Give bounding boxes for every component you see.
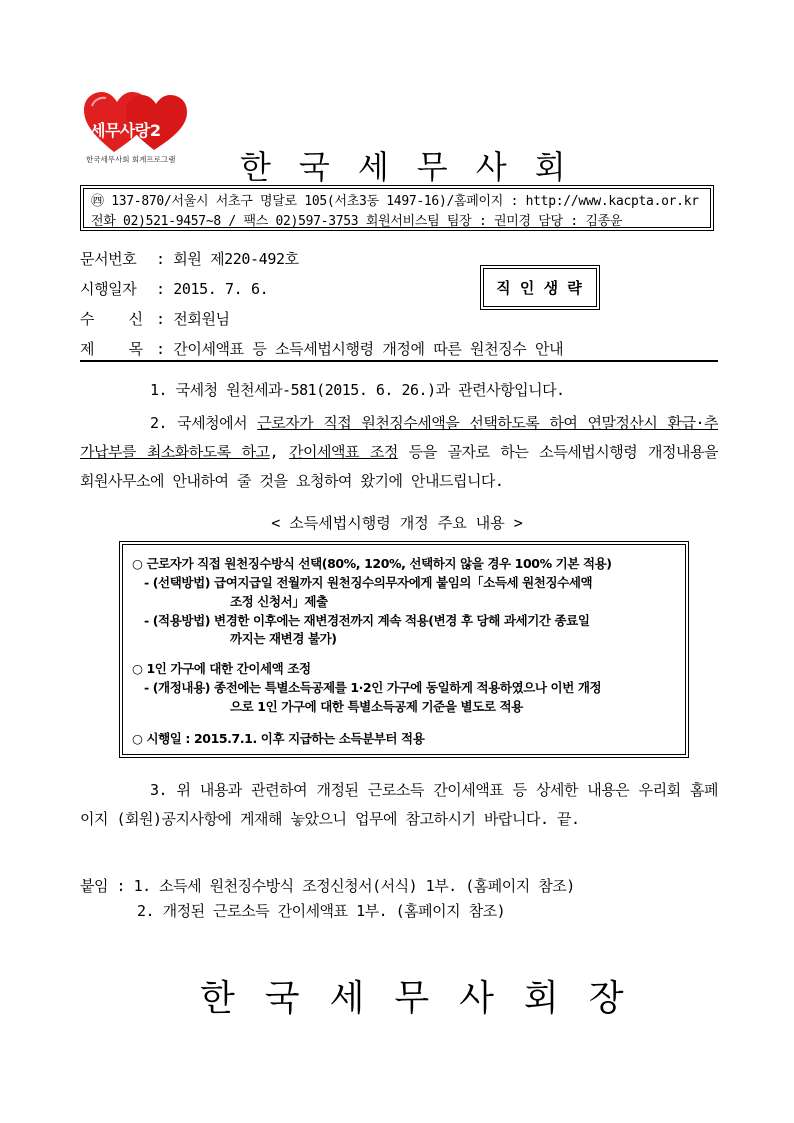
attachment-1: 붙임 : 1. 소득세 원천징수방식 조정신청서(서식) 1부. (홈페이지 참조) — [80, 877, 575, 895]
summary-item: ○ 시행일 : 2015.7.1. 이후 지급하는 소득분부터 적용 — [132, 731, 425, 746]
summary-title: < 소득세법시행령 개정 주요 내용 > — [271, 514, 523, 532]
p2-underline: 근로자가 직접 원천징수세액을 선택하도록 하여 연말정산시 환급·추가납부를 최소화하도록 하고 — [80, 414, 718, 461]
title-char: 한 — [240, 148, 271, 186]
signature-char: 장 — [588, 978, 624, 1019]
address-line: ㊃ 137-870/서울시 서초구 명달로 105(서초3동 1497-16)/홈페이지 : http://www.kacpta.or.kr — [91, 194, 699, 209]
doc-recipient-label: 수 신 — [80, 310, 143, 328]
doc-date — [80, 278, 268, 299]
summary-item: ○ 1인 가구에 대한 간이세액 조정 — [132, 661, 311, 676]
signature-char: 사 — [459, 978, 494, 1019]
title-char: 세 — [357, 148, 389, 186]
doc-date-label: 시행일자 — [80, 280, 137, 298]
doc-date-value: : 2015. 7. 6. — [156, 280, 269, 298]
p2-underline: 간이세액표 조정 — [289, 443, 398, 461]
summary-item: ○ 근로자가 직접 원천징수방식 선택(80%, 120%, 선택하지 않을 경우 100% 기본 적용) — [132, 556, 612, 571]
doc-number — [80, 248, 299, 269]
title-char: 무 — [416, 148, 448, 186]
logo-subtitle: 한국세무사회 회계프로그램 — [86, 155, 176, 164]
paragraph-3: 3. 위 내용과 관련하여 개정된 근로소득 간이세액표 등 상세한 내용은 우리회 홈페이지 (회원)공지사항에 게재해 놓았으니 업무에 참고하시기 바랍니다. 끝. — [80, 781, 718, 828]
doc-number-label: 문서번호 — [80, 250, 137, 268]
seal-omitted-box: 직 인 생 략 — [480, 265, 600, 310]
address-box — [80, 185, 714, 231]
logo-text: 세무사랑2 — [90, 121, 161, 140]
p2-text: 등을 골자로 하는 소득세법시행령 개정내용을 회원사무소에 안내하여 줄 것을 요청하여 왔기에 안내드립니다. — [80, 443, 719, 490]
contact-line: 전화 02)521-9457~8 / 팩스 02)597-3753 회원서비스팀 팀장 : 권미경 담당 : 김종윤 — [91, 214, 623, 229]
attachment-2: 2. 개정된 근로소득 간이세액표 1부. (홈페이지 참조) — [137, 902, 506, 920]
title-char: 사 — [475, 148, 507, 186]
logo — [80, 92, 200, 172]
title-char: 국 — [298, 148, 330, 186]
summary-box — [119, 541, 689, 758]
signature-char: 세 — [329, 978, 365, 1019]
summary-subitem-cont: 까지는 재변경 불가) — [230, 631, 337, 646]
signature-char: 국 — [264, 978, 300, 1019]
paragraph-2 — [80, 409, 718, 496]
page-title — [240, 142, 566, 188]
signature-char: 회 — [523, 978, 559, 1019]
signature-char: 무 — [394, 978, 430, 1019]
title-char: 회 — [534, 148, 566, 186]
doc-subject-label: 제 목 — [80, 340, 143, 358]
doc-subject — [80, 338, 563, 359]
paragraph-1: 1. 국세청 원천세과-581(2015. 6. 26.)과 관련사항입니다. — [150, 381, 565, 399]
signature-title — [200, 970, 653, 1021]
summary-subitem: - (적용방법) 변경한 이후에는 재변경전까지 계속 적용(변경 후 당해 과세기간 종료일 — [144, 613, 590, 628]
p2-text: , — [269, 443, 290, 461]
summary-subitem-cont: 조정 신청서」제출 — [230, 594, 328, 609]
divider — [80, 360, 718, 362]
summary-subitem: - (개정내용) 종전에는 특별소득공제를 1·2인 가구에 동일하게 적용하였으나 이번 개정 — [144, 680, 602, 695]
doc-subject-value: : 간이세액표 등 소득세법시행령 개정에 따른 원천징수 안내 — [156, 340, 564, 358]
summary-subitem: - (선택방법) 급여지급일 전월까지 원천징수의무자에게 붙임의「소득세 원천징수세액 — [144, 575, 593, 590]
p2-text: 2. 국세청에서 — [150, 414, 258, 432]
doc-recipient-value: : 전회원님 — [156, 310, 230, 328]
signature-char: 한 — [200, 978, 235, 1019]
doc-number-value: : 회원 제220-492호 — [156, 250, 299, 268]
doc-recipient — [80, 308, 230, 329]
summary-subitem-cont: 으로 1인 가구에 대한 특별소득공제 기준을 별도로 적용 — [230, 699, 523, 714]
